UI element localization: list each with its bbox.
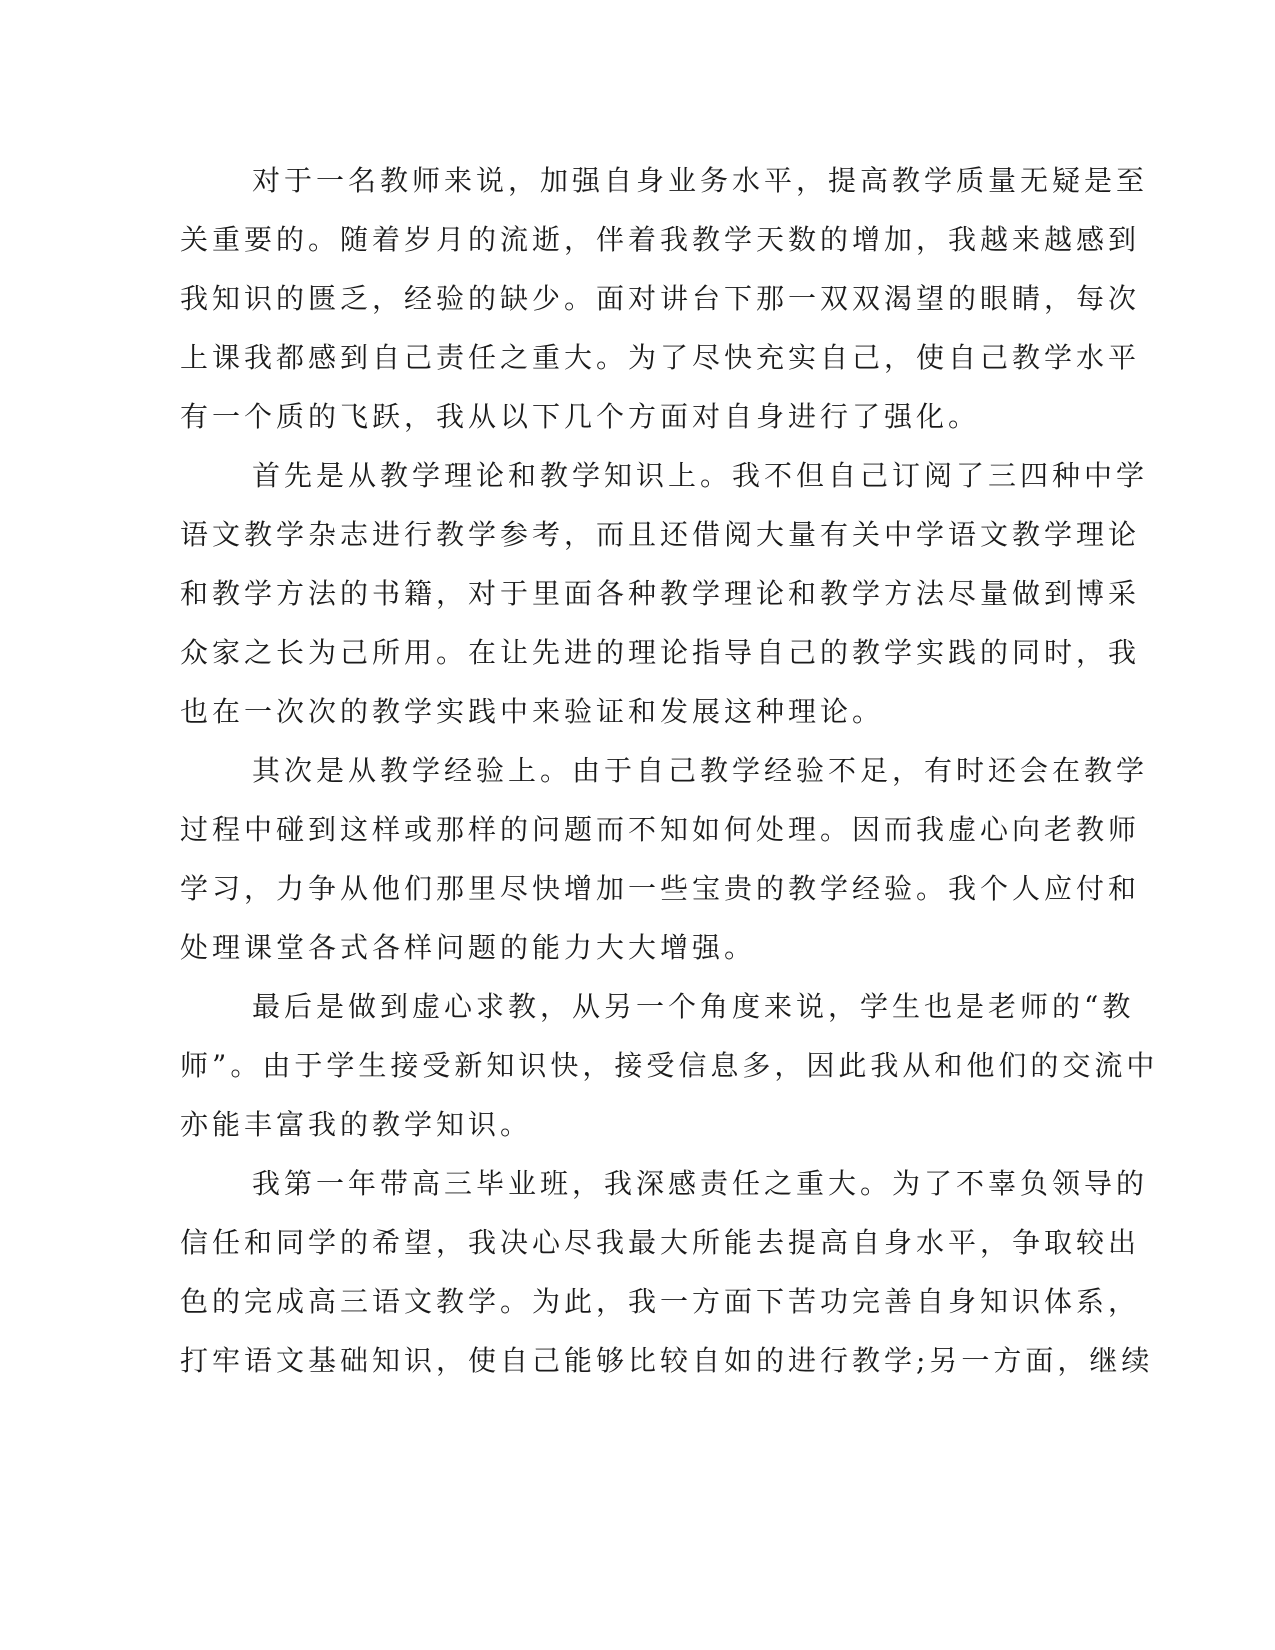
document-page: 对于一名教师来说，加强自身业务水平，提高教学质量无疑是至 关重要的。随着岁月的流逝，伴着我教学天数的增加，我越来越感到 我知识的匮乏，经验的缺少。面对讲台下那一双双渴望的眼睛，每次 上课我都感到自己责任之重大。为了尽快充实自己，使自己教学水平 有一个质的飞跃，我从以下几个方面对自身进行了强化。 首先是从教学理论和教学知识上。我不但自己订阅了三四种中学 语文教学杂志进行教学参考，而且还借阅大量有关中学语文教学理论 和教学方法的书籍，对于里面各种教学理论和教学方法尽量做到博采 众家之长为己所用。在让先进的理论指导自己的教学实践的同时，我 也在一次次的教学实践中来验证和发展这种理论。 其次是从教学经验上。由于自己教学经验不足，有时还会在教学 过程中碰到这样或那样的问题而不知如何处理。因而我虚心向老教师 学习，力争从他们那里尽快增加一些宝贵的教学经验。我个人应付和 处理课堂各式各样问题的能力大大增强。 最后是做到虚心求教，从另一个角度来说，学生也是老师的“教 师”。由于学生接受新知识快，接受信息多，因此我从和他们的交流中 亦能丰富我的教学知识。 我第一年带高三毕业班，我深感责任之重大。为了不辜负领导的 信任和同学的希望，我决心尽我最大所能去提高自身水平，争取较出 色的完成高三语文教学。为此，我一方面下苦功完善自身知识体系， 打牢语文基础知识，使自己能够比较自如的进行教学;另一方面，继续 [0,0,1275,1650]
